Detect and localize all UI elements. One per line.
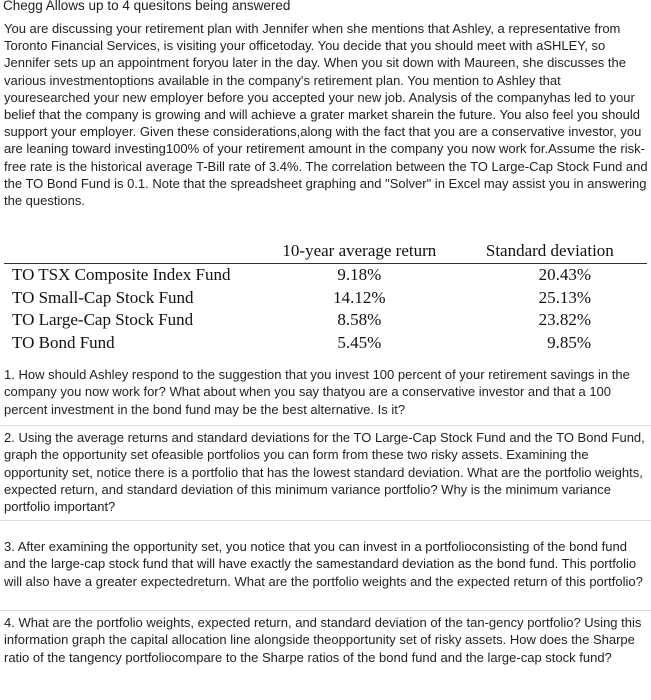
question-1: 1. How should Ashley respond to the suggestion that you invest 100 percent of your retirement savings in the company you now work for? What about when you say thatyou are a conservative investor and that a 100 percent investment in the bond fund may be the best alternative. Is it? <box>4 367 630 417</box>
fund-name: TO Small-Cap Stock Fund <box>12 287 194 307</box>
fund-sd: 25.13% <box>538 287 591 307</box>
fund-table-container <box>4 239 647 354</box>
header-standard-deviation: Standard deviation <box>453 239 647 264</box>
header-average-return: 10-year average return <box>266 239 453 264</box>
question-divider <box>0 425 651 426</box>
fund-return: 8.58% <box>337 310 382 330</box>
fund-name: TO Large-Cap Stock Fund <box>12 310 194 330</box>
fund-return: 9.18% <box>337 265 382 285</box>
table-header-row <box>4 239 647 264</box>
question-divider <box>0 610 651 611</box>
intro-paragraph: You are discussing your retirement plan with Jennifer when she mentions that Ashley, a representative from Toronto Financial Services, is visiting your officetoday. You decide that you should meet with aSHLEY, so Jennifer sets up an appointment foryou later in the day. When you sit down with Maureen, she discusses the various investmentoptions available in the company's retirement plan. You mention to Ashley that youresearched your new employer before you accepted your new job. Analysis of the companyhas led to your belief that the company is growing and will achieve a grater market sharein the future. You also feel you should support your employer. Given these considerations,along with the fact that you are a conservative investor, you are leaning toward investing100% of your retirement amount in the company you now work for.Assume the risk-free rate is the historical average T-Bill rate of 3.4%. The correlation between the TO Large-Cap Stock Fund and the TO Bond Fund is 0.1. Note that the spreadsheet graphing and "Solver" in Excel may assist you in answering the questions. <box>4 21 648 209</box>
question-2: 2. Using the average returns and standard deviations for the TO Large-Cap Stock Fund and the TO Bond Fund, graph the opportunity set ofeasible portfolios you can form from these two risky assets. Examining the opportunity set, notice there is a portfolio that has the lowest standard deviation. What are the portfolio weights, expected return, and standard deviation of this minimum variance portfolio? Why is the minimum variance portfolio important? <box>4 430 645 515</box>
question-4: 4. What are the portfolio weights, expected return, and standard deviation of the tan-gency portfolio? Using this information graph the capital allocation line alongside theopportunity set of risky assets. How does the Sharpe ratio of the tangency portfoliocompare to the Sharpe ratios of the bond fund and the large-cap stock fund? <box>4 615 642 665</box>
table-row <box>4 332 647 355</box>
page-header: Chegg Allows up to 4 quesitons being answered <box>3 0 291 13</box>
fund-sd: 20.43% <box>538 265 591 285</box>
header-fund-name <box>4 239 266 264</box>
question-divider <box>0 520 651 521</box>
fund-sd: 9.85% <box>547 332 591 352</box>
fund-name: TO Bond Fund <box>12 332 115 352</box>
fund-return: 5.45% <box>337 332 382 352</box>
table-row <box>4 287 647 310</box>
question-3: 3. After examining the opportunity set, you notice that you can invest in a portfolioconsisting of the bond fund and the large-cap stock fund that will have exactly the samestandard deviation as the bond fund. This portfolio will also have a greater expectedreturn. What are the portfolio weights and the expected return of this portfolio? <box>4 539 643 589</box>
fund-sd: 23.82% <box>538 310 591 330</box>
table-row <box>4 264 647 287</box>
fund-return: 14.12% <box>333 287 386 307</box>
table-row <box>4 309 647 332</box>
fund-name: TO TSX Composite Index Fund <box>12 265 231 285</box>
fund-table <box>4 239 647 354</box>
